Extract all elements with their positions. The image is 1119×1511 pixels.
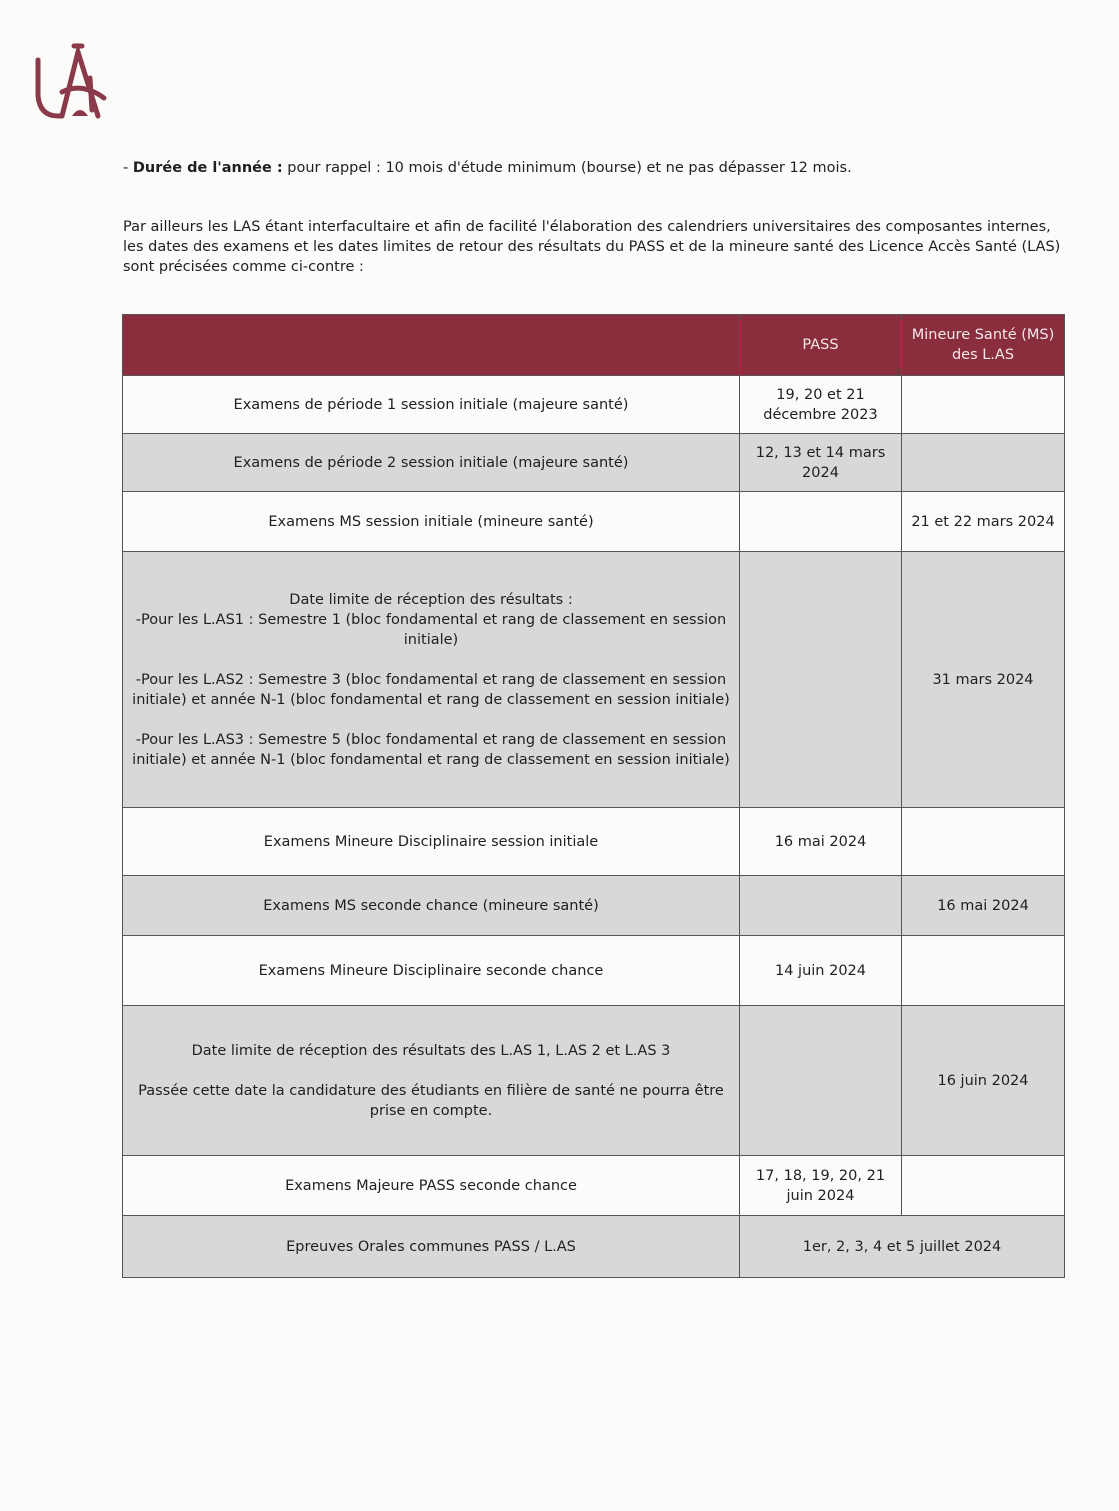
table-row bbox=[123, 1006, 1065, 1156]
row-pass: 14 juin 2024 bbox=[740, 936, 902, 1006]
result-deadline-title: Date limite de réception des résultats : bbox=[289, 591, 573, 608]
table-row bbox=[123, 552, 1065, 808]
table-row bbox=[123, 492, 1065, 552]
row-label bbox=[123, 1006, 740, 1156]
row-ms: 31 mars 2024 bbox=[902, 552, 1065, 808]
table-row bbox=[123, 376, 1065, 434]
header-pass: PASS bbox=[740, 315, 902, 376]
final-deadline-note: Passée cette date la candidature des étudiants en filière de santé ne pourra être prise en compte. bbox=[138, 1082, 724, 1119]
intro-paragraph: Par ailleurs les LAS étant interfacultaire et afin de facilité l'élaboration des calendriers universitaires des composantes internes, les dates des examens et les dates limites de retour des résultats du PASS et de la mineure santé des Licence Accès Santé (LAS) sont précisées comme ci-contre : bbox=[123, 219, 1061, 275]
exam-calendar-table bbox=[122, 314, 1065, 1278]
table-header-row bbox=[123, 315, 1065, 376]
result-deadline-las2: -Pour les L.AS2 : Semestre 3 (bloc fondamental et rang de classement en session initiale) et année N-1 (bloc fondamental et rang de classement en session initiale) bbox=[132, 671, 730, 708]
header-label bbox=[123, 315, 740, 376]
row-merged-dates: 1er, 2, 3, 4 et 5 juillet 2024 bbox=[740, 1216, 1065, 1278]
row-label: Examens de période 1 session initiale (majeure santé) bbox=[123, 376, 740, 434]
table-row bbox=[123, 1216, 1065, 1278]
row-ms bbox=[902, 808, 1065, 876]
row-label: Examens MS seconde chance (mineure santé) bbox=[123, 876, 740, 936]
row-label: Examens MS session initiale (mineure santé) bbox=[123, 492, 740, 552]
table-row bbox=[123, 434, 1065, 492]
row-pass bbox=[740, 492, 902, 552]
intro-duration-text: pour rappel : 10 mois d'étude minimum (bourse) et ne pas dépasser 12 mois. bbox=[282, 160, 852, 176]
row-ms: 16 juin 2024 bbox=[902, 1006, 1065, 1156]
row-ms bbox=[902, 434, 1065, 492]
row-ms: 21 et 22 mars 2024 bbox=[902, 492, 1065, 552]
row-ms bbox=[902, 1156, 1065, 1216]
row-label: Examens Mineure Disciplinaire session initiale bbox=[123, 808, 740, 876]
result-deadline-las3: -Pour les L.AS3 : Semestre 5 (bloc fondamental et rang de classement en session initiale) et année N-1 (bloc fondamental et rang de classement en session initiale) bbox=[132, 731, 730, 768]
final-deadline-title: Date limite de réception des résultats des L.AS 1, L.AS 2 et L.AS 3 bbox=[191, 1042, 671, 1059]
row-pass: 12, 13 et 14 mars 2024 bbox=[740, 434, 902, 492]
row-pass bbox=[740, 552, 902, 808]
header-ms: Mineure Santé (MS) des L.AS bbox=[902, 315, 1065, 376]
row-label bbox=[123, 552, 740, 808]
row-label: Examens de période 2 session initiale (majeure santé) bbox=[123, 434, 740, 492]
intro-duration: - Durée de l'année : pour rappel : 10 mois d'étude minimum (bourse) et ne pas dépasser 12 mois. bbox=[123, 160, 852, 176]
row-ms bbox=[902, 936, 1065, 1006]
row-label: Examens Mineure Disciplinaire seconde chance bbox=[123, 936, 740, 1006]
table-row bbox=[123, 876, 1065, 936]
row-pass: 19, 20 et 21 décembre 2023 bbox=[740, 376, 902, 434]
intro-duration-label: Durée de l'année : bbox=[132, 160, 283, 176]
row-ms bbox=[902, 376, 1065, 434]
row-ms: 16 mai 2024 bbox=[902, 876, 1065, 936]
table-row bbox=[123, 1156, 1065, 1216]
result-deadline-las1: -Pour les L.AS1 : Semestre 1 (bloc fondamental et rang de classement en session initiale) bbox=[135, 611, 727, 648]
row-pass bbox=[740, 1006, 902, 1156]
row-pass bbox=[740, 876, 902, 936]
row-label: Epreuves Orales communes PASS / L.AS bbox=[123, 1216, 740, 1278]
row-pass: 17, 18, 19, 20, 21 juin 2024 bbox=[740, 1156, 902, 1216]
row-pass: 16 mai 2024 bbox=[740, 808, 902, 876]
table-row bbox=[123, 808, 1065, 876]
university-logo-icon bbox=[32, 38, 118, 120]
row-label: Examens Majeure PASS seconde chance bbox=[123, 1156, 740, 1216]
table-row bbox=[123, 936, 1065, 1006]
